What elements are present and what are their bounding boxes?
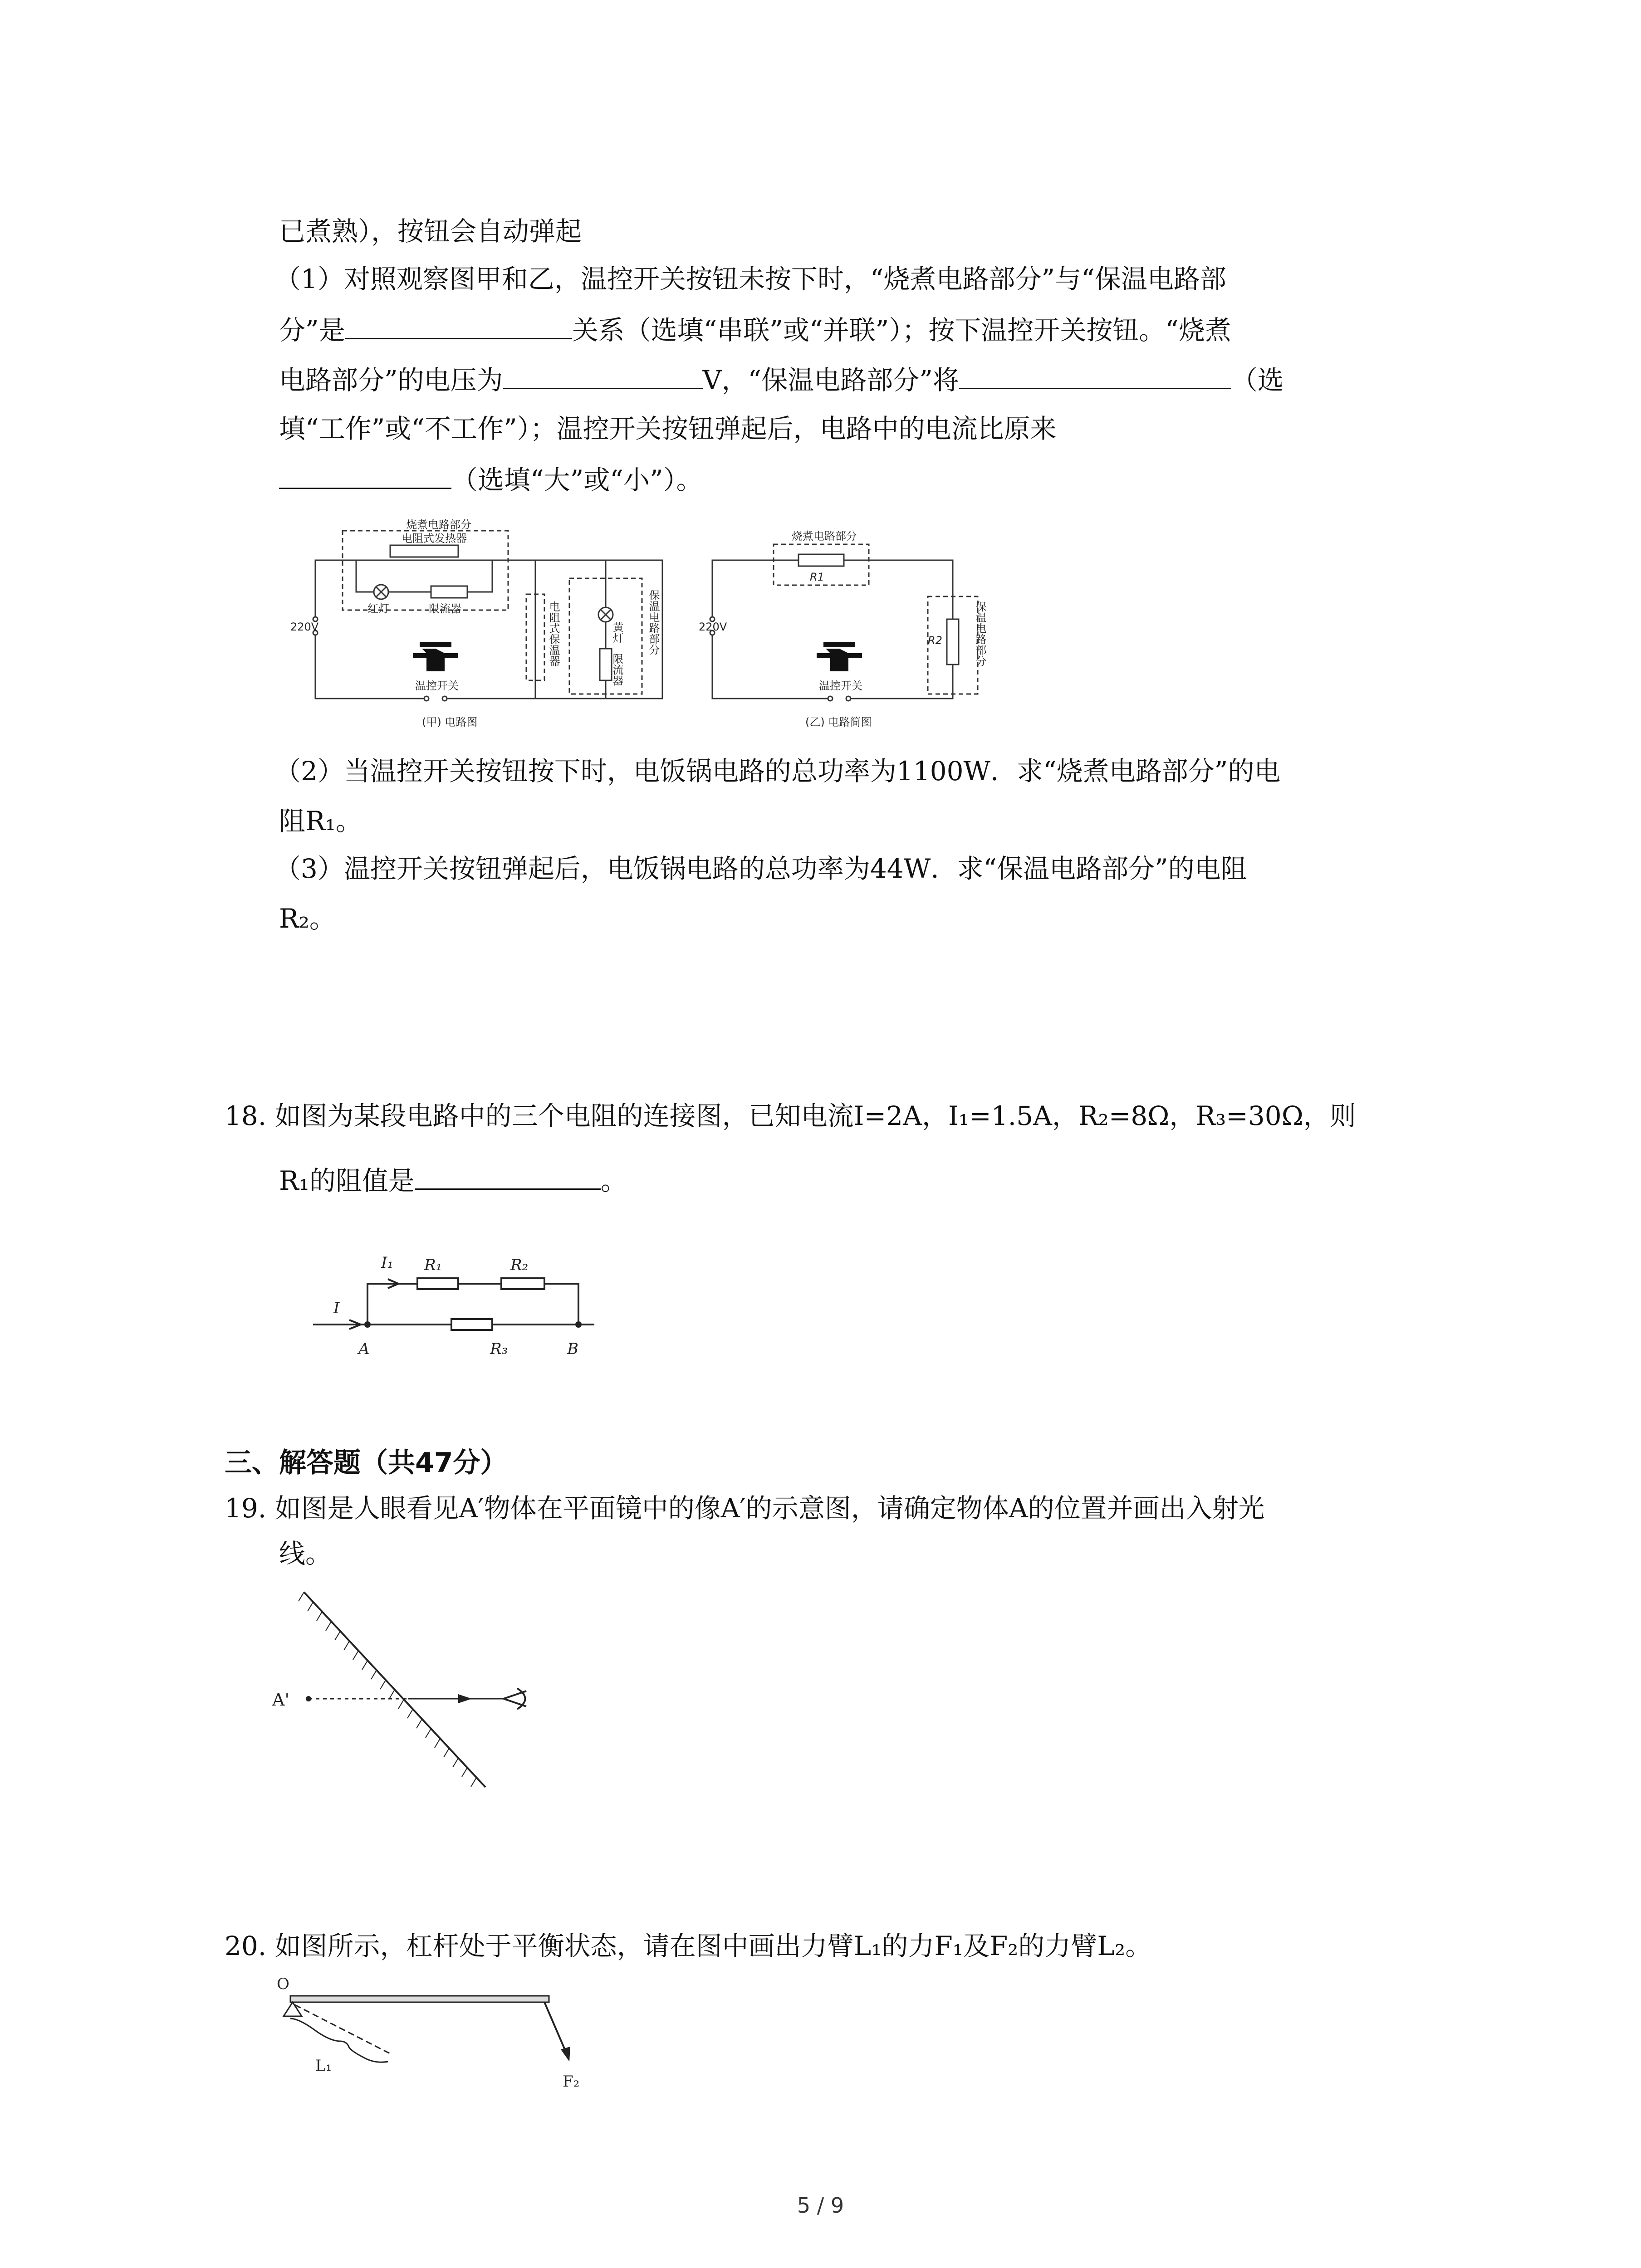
jia-vert-heater-label: 电阻式保温器 <box>547 601 560 666</box>
q18-fig-a: A <box>358 1340 370 1358</box>
jia-yellow-lamp-label: 黄灯 <box>611 621 623 643</box>
q17-part1-line2 <box>279 311 1231 348</box>
yi-switch-label: 温控开关 <box>819 679 862 692</box>
q17-part3-line2: R₂。 <box>279 903 336 934</box>
resistor-network-diagram <box>309 1238 626 1374</box>
jia-red-lamp-label: 红灯 <box>367 602 389 615</box>
circuit-diagram-yi <box>699 517 1034 735</box>
q18-line2-a: R₁的阻值是 <box>279 1165 415 1196</box>
q17-part1-line3-b: V，“保温电路部分”将 <box>702 365 959 396</box>
eye-icon <box>504 1688 526 1709</box>
q20-fig-f2: F₂ <box>563 2072 580 2091</box>
q18-fig-r2: R₂ <box>510 1256 529 1274</box>
lever-diagram <box>272 1969 590 2100</box>
q17-part2-line2: 阻R₁。 <box>279 806 362 836</box>
jia-switch-label: 温控开关 <box>415 679 459 692</box>
q18-line2-b: 。 <box>600 1165 627 1196</box>
answer-blank-1[interactable] <box>345 311 572 339</box>
jia-vert-limiter-label: 限流器 <box>611 653 623 686</box>
jia-warm-label: 保温电路部分 <box>647 590 660 655</box>
yi-voltage-label: 220V <box>699 621 727 633</box>
q20-fig-o: O <box>277 1975 289 1993</box>
q17-part1-line3 <box>279 361 1284 398</box>
q18-fig-i1: I₁ <box>381 1254 394 1272</box>
q17-part1-line3-c: （选 <box>1231 365 1284 396</box>
yi-top-label: 烧煮电路部分 <box>792 530 857 543</box>
plane-mirror-diagram <box>272 1583 544 1796</box>
section-heading: 三、解答题（共47分） <box>225 1447 508 1479</box>
q17-continuation: 已煮熟），按钮会自动弹起 <box>279 216 582 247</box>
q18-line1: 18. 如图为某段电路中的三个电阻的连接图，已知电流I=2A，I₁=1.5A，R₂=8Ω，R₃=30Ω，则 <box>225 1100 1356 1131</box>
jia-caption: (甲) 电路图 <box>422 716 478 728</box>
jia-limiter-label: 限流器 <box>429 602 461 615</box>
q17-part1-line5 <box>279 460 703 498</box>
q17-part3-line1: （3）温控开关按钮弹起后，电饭锅电路的总功率为44W．求“保温电路部分”的电阻 <box>274 853 1247 884</box>
page-number: 5 / 9 <box>797 2193 844 2218</box>
q17-part1-line2-a: 分”是 <box>279 315 345 346</box>
q17-part1-line1: （1）对照观察图甲和乙，温控开关按钮未按下时，“烧煮电路部分”与“保温电路部 <box>274 264 1226 294</box>
q17-part1-line2-b: 关系（选填“串联”或“并联”）；按下温控开关按钮。“烧煮 <box>572 315 1231 346</box>
circuit-diagram-jia <box>290 517 690 735</box>
q19-line1: 19. 如图是人眼看见A′物体在平面镜中的像A′的示意图，请确定物体A的位置并画出入射光 <box>225 1493 1265 1524</box>
jia-top-label: 烧煮电路部分 <box>406 518 471 531</box>
answer-blank-4[interactable] <box>279 460 451 489</box>
jia-voltage-label: 220V <box>290 621 319 633</box>
q17-part2-line1: （2）当温控开关按钮按下时，电饭锅电路的总功率为1100W．求“烧煮电路部分”的电 <box>274 756 1281 787</box>
q18-fig-r1: R₁ <box>424 1256 442 1274</box>
q17-part1-line4: 填“工作”或“不工作”）；温控开关按钮弹起后，电路中的电流比原来 <box>279 413 1057 444</box>
q19-fig-a-prime: A' <box>272 1690 289 1710</box>
answer-blank-2[interactable] <box>503 361 703 389</box>
q18-line2 <box>279 1161 627 1199</box>
yi-caption: (乙) 电路简图 <box>805 716 872 728</box>
yi-r2-label: R2 <box>928 634 942 647</box>
jia-heater-label: 电阻式发热器 <box>402 532 467 545</box>
q18-fig-r3: R₃ <box>490 1340 508 1358</box>
q18-fig-i: I <box>333 1299 340 1317</box>
q20-fig-l1: L₁ <box>315 2057 332 2075</box>
answer-blank-q18[interactable] <box>415 1161 601 1190</box>
yi-r1-label: R1 <box>810 571 824 583</box>
q20-line1: 20. 如图所示，杠杆处于平衡状态，请在图中画出力臂L₁的力F₁及F₂的力臂L₂。 <box>225 1931 1152 1961</box>
q19-line2: 线。 <box>279 1538 332 1569</box>
q18-fig-b: B <box>567 1340 578 1358</box>
answer-blank-3[interactable] <box>959 361 1231 389</box>
yi-warm-label: 保温电路部分 <box>974 601 986 666</box>
q17-part1-line5-b: （选填“大”或“小”）。 <box>451 464 703 495</box>
q17-part1-line3-a: 电路部分”的电压为 <box>279 365 503 396</box>
